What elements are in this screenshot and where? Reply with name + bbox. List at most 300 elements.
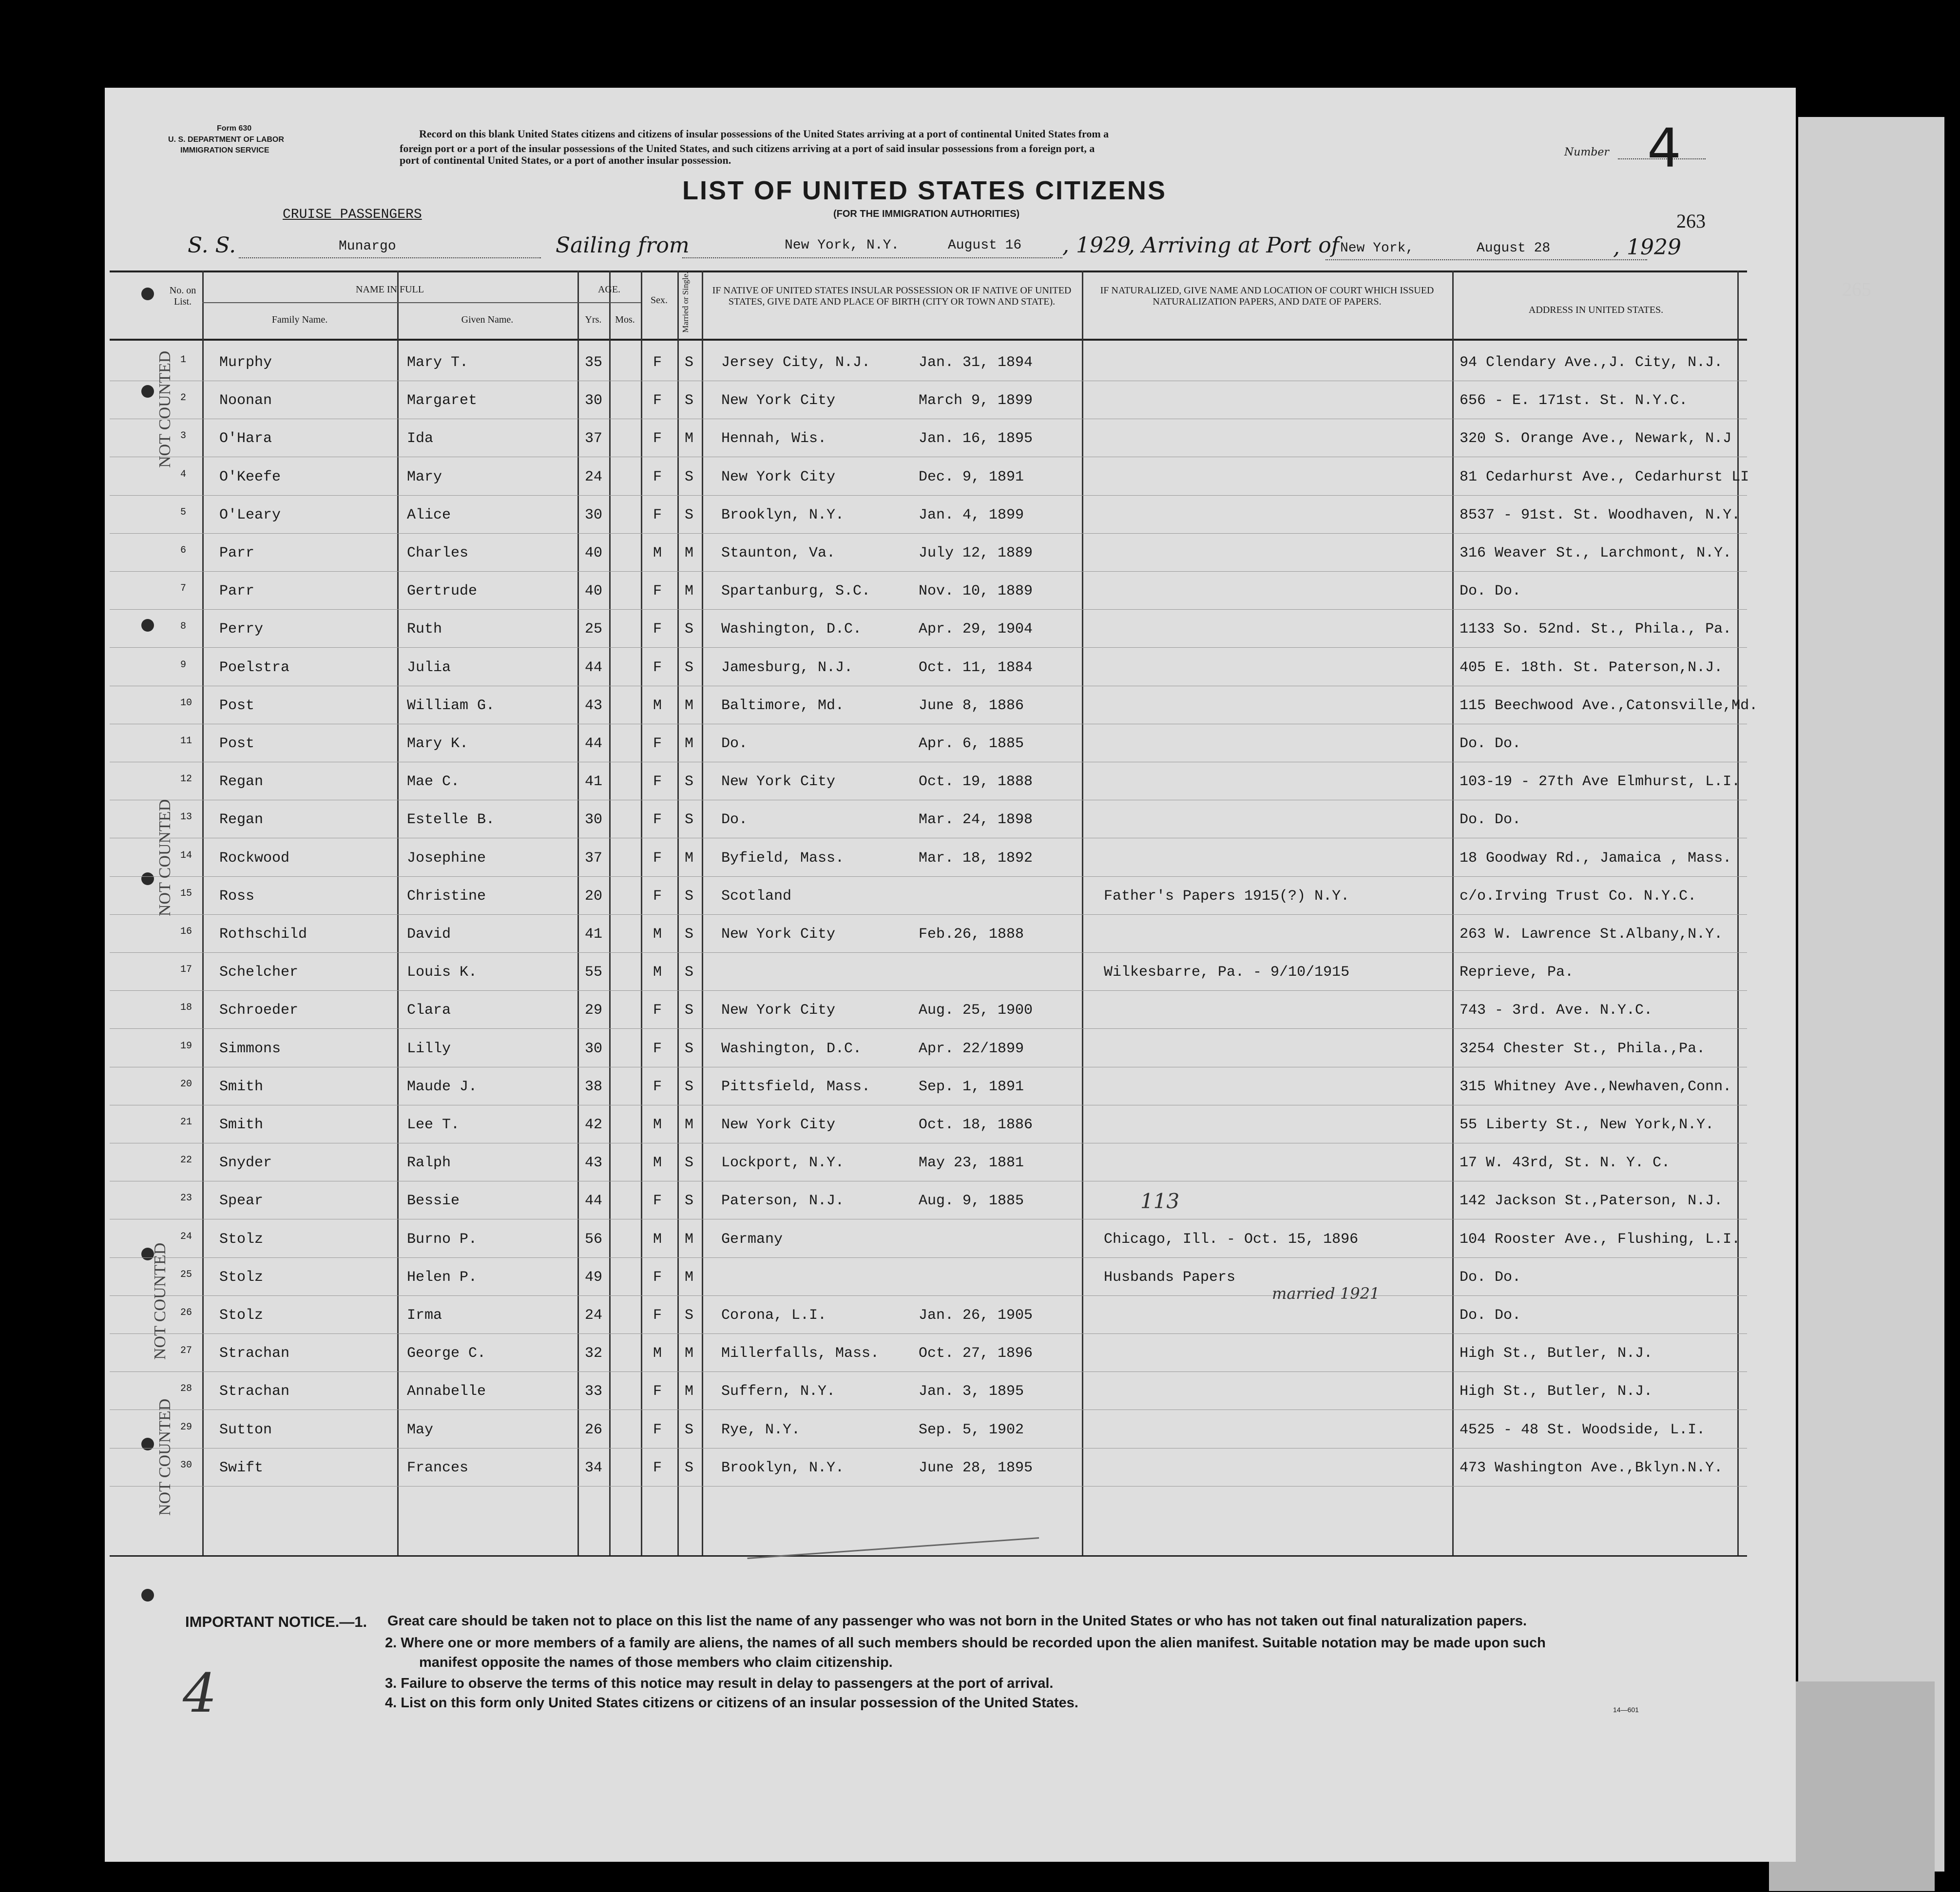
form-code: 14—601 [1613,1706,1639,1714]
sex: F [653,735,662,752]
handwritten-113: 113 [1140,1189,1180,1213]
sailing-year-label [1062,233,1131,258]
family-name: Stolz [219,1269,264,1286]
row-rule [110,876,1747,877]
birth-place: Spartanburg, S.C. [721,583,871,600]
sex: F [653,506,662,523]
age-years: 55 [585,964,603,981]
marital-status: M [685,1383,694,1400]
address: Do. Do. [1460,1307,1521,1324]
notice-head: IMPORTANT NOTICE.—1. [185,1613,367,1630]
family-name: Stolz [219,1231,264,1248]
birth-date: Oct. 19, 1888 [919,773,1033,791]
marital-status: S [685,1193,694,1210]
sex: F [653,811,662,829]
age-years: 42 [585,1117,603,1133]
marital-status: S [685,1002,694,1019]
row-rule [110,609,1747,610]
sex: F [653,1421,662,1438]
age-years: 30 [585,506,603,523]
sex: F [653,659,662,676]
birth-place: Jamesburg, N.J. [721,659,853,676]
punch-hole [141,1589,154,1602]
marital-status: S [685,1155,694,1172]
row-number: 4 [180,468,187,480]
sex: F [653,1307,662,1324]
family-name: Strachan [219,1383,290,1400]
birth-date: May 23, 1881 [919,1155,1024,1172]
table-row [110,458,1747,496]
given-name: Lilly [407,1040,451,1057]
given-name: Irma [407,1307,442,1324]
family-name: Noonan [219,392,272,409]
age-years: 37 [585,430,603,447]
birth-place: Paterson, N.J. [721,1193,845,1210]
family-name: Swift [219,1459,264,1476]
marital-status: S [685,1307,694,1324]
sex: F [653,1078,662,1095]
address: 3254 Chester St., Phila.,Pa. [1460,1040,1706,1057]
marital-status: M [685,1269,694,1286]
table-row [110,1030,1747,1068]
row-rule [110,1333,1747,1334]
birth-place: Do. [721,735,748,752]
header-married-single: Married or Single. [681,271,690,333]
marital-status: S [685,1040,694,1057]
family-name: Strachan [219,1345,290,1362]
not-counted-stamp-2: NOT COUNTED [156,799,174,916]
birth-place: Brooklyn, N.Y. [721,506,845,523]
birth-place: Hennah, Wis. [721,430,827,447]
birth-date: Jan. 31, 1894 [919,354,1033,371]
marital-status: S [685,888,694,905]
table-row [110,877,1747,915]
arriving-year-digit: 9 [1667,235,1681,260]
arriving-date: August 28 [1477,241,1551,256]
birth-place: Lockport, N.Y. [721,1155,845,1172]
table-row [110,1220,1747,1258]
marital-status: M [685,430,694,447]
instructions-line-1: Record on this blank United States citizens and citizens of insular possessions of the United States arriving at a port of continental United States from a [419,128,1109,140]
birth-date: Feb.26, 1888 [919,926,1024,943]
birth-place: New York City [721,1117,836,1133]
family-name: Schroeder [219,1002,299,1019]
address: 316 Weaver St., Larchmont, N.Y. [1460,545,1732,561]
row-number: 25 [180,1269,192,1280]
age-years: 30 [585,811,603,829]
address: Do. Do. [1460,583,1521,600]
sex: F [653,430,662,447]
table-row [110,1258,1747,1296]
birth-date: Sep. 5, 1902 [919,1421,1024,1438]
naturalization: Chicago, Ill. - Oct. 15, 1896 [1104,1231,1359,1248]
row-number: 30 [180,1459,192,1471]
table-row [110,1372,1747,1410]
row-number: 28 [180,1383,192,1395]
row-rule [110,533,1747,534]
birth-date: Sep. 1, 1891 [919,1078,1024,1095]
notice-line-1: Great care should be taken not to place on this list the name of any passenger who was not born in the United States or who has not taken out final naturalization papers. [387,1613,1527,1629]
age-years: 29 [585,1002,603,1019]
age-years: 24 [585,468,603,485]
row-number: 5 [180,506,187,518]
given-name: Annabelle [407,1383,486,1400]
row-rule [110,1409,1747,1410]
table-row [110,1144,1747,1182]
table-row [110,801,1747,839]
table-row [110,839,1747,877]
table-row [110,1296,1747,1334]
given-name: May [407,1421,434,1438]
row-rule [110,495,1747,496]
marital-status: S [685,621,694,638]
given-name: Maude J. [407,1078,478,1095]
given-name: David [407,926,451,943]
given-name: Mae C. [407,773,460,791]
marital-status: S [685,773,694,791]
header-name-rule [202,302,641,303]
birth-date: Apr. 22/1899 [919,1040,1024,1057]
birth-place: Washington, D.C. [721,621,862,638]
row-number: 11 [180,735,192,747]
row-rule [110,571,1747,572]
sailing-date: August 16 [948,238,1022,253]
table-row [110,991,1747,1029]
sex: F [653,1193,662,1210]
age-years: 56 [585,1231,603,1248]
sex: F [653,392,662,409]
sex: M [653,1231,662,1248]
marital-status: S [685,1421,694,1438]
given-name: Ida [407,430,434,447]
header-birth: IF NATIVE OF UNITED STATES INSULAR POSSESSION OR IF NATIVE OF UNITED STATES, GIVE DATE AND PLACE OF BIRTH (CITY OR TOWN AND STATE). [712,285,1072,307]
age-years: 30 [585,1040,603,1057]
address: 142 Jackson St.,Paterson, N.J. [1460,1193,1723,1210]
age-years: 38 [585,1078,603,1095]
age-years: 26 [585,1421,603,1438]
marital-status: S [685,354,694,371]
given-name: Ralph [407,1155,451,1172]
header-naturalized: IF NATURALIZED, GIVE NAME AND LOCATION OF COURT WHICH ISSUED NATURALIZATION PAPERS, AND DATE OF PAPERS. [1100,285,1434,307]
ship-name: Munargo [339,239,396,254]
address: 315 Whitney Ave.,Newhaven,Conn. [1460,1078,1732,1095]
table-row [110,344,1747,382]
marital-status: S [685,468,694,485]
age-years: 44 [585,659,603,676]
age-years: 41 [585,773,603,791]
birth-date: Jan. 16, 1895 [919,430,1033,447]
given-name: Frances [407,1459,469,1476]
sex: F [653,354,662,371]
given-name: Mary [407,468,442,485]
birth-date: Oct. 18, 1886 [919,1117,1033,1133]
page-subtitle: (FOR THE IMMIGRATION AUTHORITIES) [833,209,1020,219]
arriving-underline [1326,259,1647,260]
not-counted-stamp-4: NOT COUNTED [156,1398,174,1516]
row-number: 13 [180,811,192,823]
birth-place: New York City [721,1002,836,1019]
ship-underline [239,257,541,258]
row-rule [110,1371,1747,1372]
birth-place: Suffern, N.Y. [721,1383,836,1400]
birth-date: Aug. 9, 1885 [919,1193,1024,1210]
number-value: 4 [1647,117,1681,179]
given-name: Gertrude [407,583,478,600]
birth-date: July 12, 1889 [919,545,1033,561]
table-row [110,915,1747,953]
given-name: William G. [407,697,495,714]
address: High St., Butler, N.J. [1460,1345,1653,1362]
table-row [110,1411,1747,1449]
address: 473 Washington Ave.,Bklyn.N.Y. [1460,1459,1723,1476]
address: 94 Clendary Ave.,J. City, N.J. [1460,354,1723,371]
notice-line-3: 3. Failure to observe the terms of this notice may result in delay to passengers at the port of arrival. [385,1676,1054,1691]
given-name: Ruth [407,621,442,638]
header-age: AGE. [597,284,621,295]
birth-place: Corona, L.I. [721,1307,827,1324]
header-bottom-rule [110,339,1747,341]
row-number: 3 [180,430,187,442]
address: 18 Goodway Rd., Jamaica , Mass. [1460,849,1732,867]
sailing-underline [682,257,1062,258]
marital-status: M [685,1117,694,1133]
family-name: Parr [219,583,255,600]
naturalization: Husbands Papers [1104,1269,1236,1286]
family-name: Schelcher [219,964,299,981]
sex: M [653,926,662,943]
sex: F [653,468,662,485]
marital-status: M [685,583,694,600]
row-number: 12 [180,773,192,785]
age-years: 30 [585,392,603,409]
given-name: George C. [407,1345,486,1362]
age-years: 20 [585,888,603,905]
row-rule [110,1257,1747,1258]
handwritten-4-bottom: 4 [183,1662,217,1724]
given-name: Josephine [407,849,486,867]
given-name: Burno P. [407,1231,478,1248]
family-name: Post [219,735,255,752]
table-row [110,1106,1747,1144]
address: c/o.Irving Trust Co. N.Y.C. [1460,888,1697,905]
arriving-label: , Arriving at Port of [1128,233,1339,258]
marital-status: M [685,849,694,867]
sex: M [653,545,662,561]
birth-date: Apr. 6, 1885 [919,735,1024,752]
row-number: 14 [180,849,192,861]
page-number-265: 265 [1842,278,1871,300]
row-number: 19 [180,1040,192,1052]
birth-place: Jersey City, N.J. [721,354,871,371]
family-name: Spear [219,1193,264,1210]
sex: F [653,1040,662,1057]
sailing-from: New York, N.Y. [785,238,900,253]
family-name: Smith [219,1078,264,1095]
row-number: 23 [180,1193,192,1204]
row-rule [110,1486,1747,1487]
sex: F [653,773,662,791]
instructions-line-3: port of continental United States, or a port of another insular possession. [400,154,731,166]
row-number: 22 [180,1155,192,1166]
sex: M [653,1345,662,1362]
age-years: 33 [585,1383,603,1400]
address: 263 W. Lawrence St.Albany,N.Y. [1460,926,1723,943]
row-rule [110,1295,1747,1296]
table-row [110,1449,1747,1487]
row-rule [110,990,1747,991]
birth-place: Brooklyn, N.Y. [721,1459,845,1476]
table-bottom-rule [110,1555,1747,1557]
age-years: 24 [585,1307,603,1324]
row-rule [110,952,1747,953]
family-name: Regan [219,773,264,791]
sailing-year-digit: 9 [1116,233,1131,258]
row-number: 8 [180,621,187,633]
table-row [110,763,1747,801]
family-name: Smith [219,1117,264,1133]
age-years: 25 [585,621,603,638]
row-number: 24 [180,1231,192,1242]
sex: M [653,1117,662,1133]
form-number: Form 630 [217,124,252,133]
address: 320 S. Orange Ave., Newark, N.J [1460,430,1732,447]
birth-place: Rye, N.Y. [721,1421,801,1438]
address: High St., Butler, N.J. [1460,1383,1653,1400]
family-name: Simmons [219,1040,281,1057]
page-number-263: 263 [1676,210,1706,232]
marital-status: S [685,506,694,523]
row-number: 7 [180,583,187,595]
notice-line-2: 2. Where one or more members of a family are aliens, the names of all such members should be recorded upon the alien manifest. Suitable notation may be made upon such [385,1635,1546,1651]
row-number: 27 [180,1345,192,1357]
table-row [110,687,1758,725]
underlying-sheet [1798,117,1944,1872]
sex: M [653,697,662,714]
address: 55 Liberty St., New York,N.Y. [1460,1117,1714,1133]
sex: F [653,849,662,867]
birth-place: Do. [721,811,748,829]
birth-date: June 8, 1886 [919,697,1024,714]
sex: F [653,1459,662,1476]
row-number: 2 [180,392,187,404]
birth-place: New York City [721,773,836,791]
row-rule [110,647,1747,648]
given-name: Helen P. [407,1269,478,1286]
age-years: 44 [585,1193,603,1210]
birth-place: Millerfalls, Mass. [721,1345,880,1362]
family-name: Ross [219,888,255,905]
given-name: Estelle B. [407,811,495,829]
family-name: O'Leary [219,506,281,523]
row-number: 26 [180,1307,192,1318]
address: Do. Do. [1460,1269,1521,1286]
address: 104 Rooster Ave., Flushing, L.I. [1460,1231,1741,1248]
header-yrs: Yrs. [585,314,602,325]
family-name: Murphy [219,354,272,371]
marital-status: S [685,964,694,981]
address: 17 W. 43rd, St. N. Y. C. [1460,1155,1671,1172]
birth-date: Oct. 27, 1896 [919,1345,1033,1362]
row-number: 18 [180,1002,192,1014]
notice-line-2b: manifest opposite the names of those members who claim citizenship. [419,1655,893,1670]
department: U. S. DEPARTMENT OF LABOR [168,135,284,144]
marital-status: M [685,735,694,752]
service: IMMIGRATION SERVICE [180,146,269,154]
row-number: 21 [180,1117,192,1128]
given-name: Charles [407,545,469,561]
given-name: Mary K. [407,735,469,752]
address: 115 Beechwood Ave.,Catonsville,Md. [1460,697,1758,714]
birth-place: New York City [721,926,836,943]
page-title: LIST OF UNITED STATES CITIZENS [682,176,1167,205]
age-years: 32 [585,1345,603,1362]
given-name: Mary T. [407,354,469,371]
sex: M [653,1155,662,1172]
address: 405 E. 18th. St. Paterson,N.J. [1460,659,1723,676]
birth-date: Nov. 10, 1889 [919,583,1033,600]
age-years: 35 [585,354,603,371]
table-top-rule [110,270,1747,272]
family-name: Stolz [219,1307,264,1324]
header-name-in-full: NAME IN FULL [356,284,424,295]
birth-place: Baltimore, Md. [721,697,845,714]
birth-date: Aug. 25, 1900 [919,1002,1033,1019]
sex: F [653,1002,662,1019]
row-number: 29 [180,1421,192,1433]
header-no: No. on List. [169,285,196,307]
row-number: 15 [180,888,192,899]
number-label: Number [1564,146,1609,158]
birth-place: Scotland [721,888,792,905]
address: 103-19 - 27th Ave Elmhurst, L.I. [1460,773,1741,791]
birth-date: Jan. 26, 1905 [919,1307,1033,1324]
table-row [110,420,1747,458]
family-name: O'Hara [219,430,272,447]
arriving-port: New York, [1340,241,1414,256]
address: 656 - E. 171st. St. N.Y.C. [1460,392,1688,409]
given-name: Clara [407,1002,451,1019]
row-number: 16 [180,926,192,937]
instructions-line-2: foreign port or a port of the insular possessions of the United States, and such citizens arriving at a port of said insular possessions from a foreign port, a [400,142,1095,154]
marital-status: M [685,1345,694,1362]
age-years: 43 [585,1155,603,1172]
birth-place: Germany [721,1231,783,1248]
address: 81 Cedarhurst Ave., Cedarhurst LI [1460,468,1749,485]
age-years: 34 [585,1459,603,1476]
notice-line-4: 4. List on this form only United States citizens or citizens of an insular possession of the United States. [385,1695,1078,1711]
table-row [110,534,1747,572]
header-address: ADDRESS IN UNITED STATES. [1528,305,1664,315]
not-counted-stamp-3: NOT COUNTED [151,1242,169,1360]
birth-date: Mar. 24, 1898 [919,811,1033,829]
given-name: Lee T. [407,1117,460,1133]
sex: F [653,621,662,638]
given-name: Margaret [407,392,478,409]
birth-date: March 9, 1899 [919,392,1033,409]
table-row [110,1068,1747,1106]
given-name: Louis K. [407,964,478,981]
birth-date: Mar. 18, 1892 [919,849,1033,867]
sex: F [653,888,662,905]
sailing-year-prefix: , 192 [1062,233,1117,258]
row-rule [110,914,1747,915]
ss-label: S. S. [188,233,236,258]
table-row [110,610,1747,648]
table-row [110,953,1747,991]
marital-status: S [685,659,694,676]
family-name: Sutton [219,1421,272,1438]
sex: F [653,1269,662,1286]
